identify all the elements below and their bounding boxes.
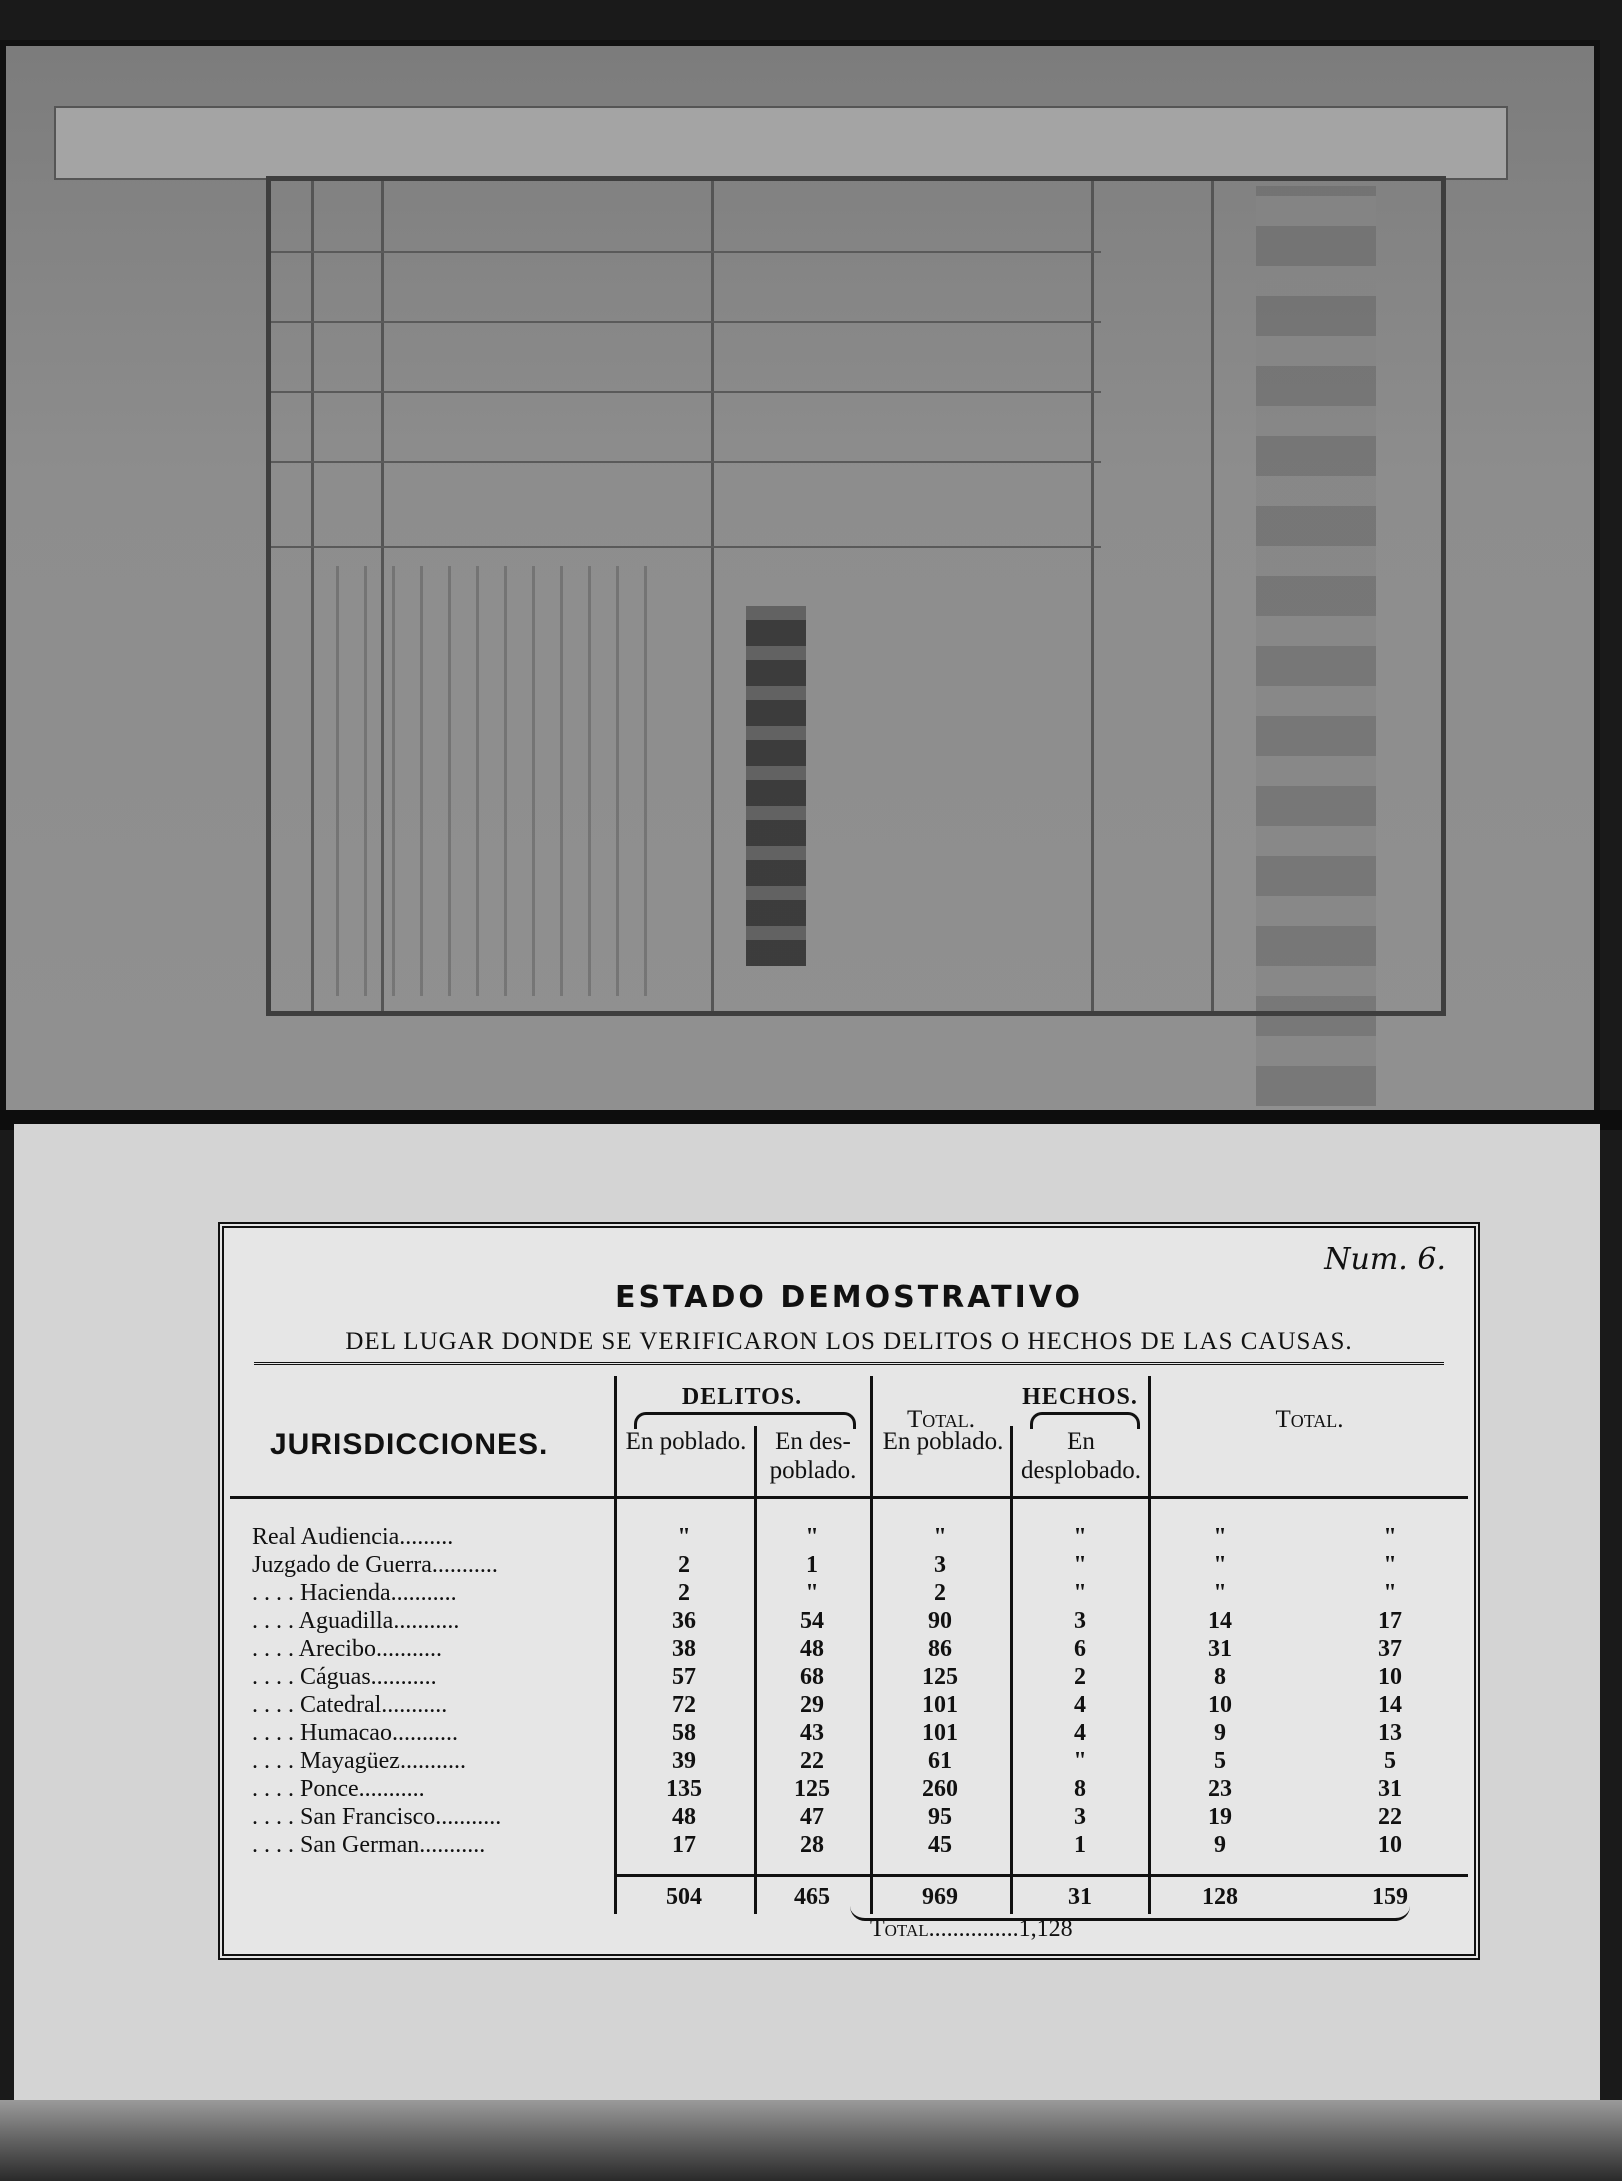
cell-hechos-poblado: " — [1073, 1552, 1087, 1578]
total-delitos: 969 — [922, 1884, 958, 1910]
header-hechos-total: Total. — [1275, 1406, 1344, 1433]
total-hechos-poblado: 31 — [1068, 1884, 1092, 1910]
header-delitos-total: Total. — [906, 1406, 976, 1433]
cell-delitos-total: 260 — [922, 1776, 958, 1802]
cell-delitos-total: 45 — [928, 1832, 952, 1858]
cell-hechos-desplobado: 19 — [1208, 1804, 1232, 1830]
row-jurisdiction: . . . . Humacao........... — [252, 1720, 458, 1746]
ghost-dotted-columns — [336, 566, 656, 996]
cell-hechos-desplobado: 9 — [1214, 1832, 1226, 1858]
cell-hechos-total: 37 — [1378, 1636, 1402, 1662]
cell-hechos-total: 5 — [1384, 1748, 1396, 1774]
cell-hechos-desplobado: " — [1213, 1524, 1227, 1550]
cell-delitos-despoblado: 43 — [800, 1720, 824, 1746]
header-rule — [230, 1496, 1468, 1499]
cell-hechos-total: 31 — [1378, 1776, 1402, 1802]
cell-delitos-poblado: 36 — [672, 1608, 696, 1634]
row-jurisdiction: . . . . San Francisco........... — [252, 1804, 502, 1830]
cell-hechos-total: 17 — [1378, 1608, 1402, 1634]
table-row — [230, 1776, 1468, 1804]
cell-hechos-desplobado: " — [1213, 1580, 1227, 1606]
cell-delitos-despoblado: 125 — [794, 1776, 830, 1802]
table-grid — [230, 1376, 1468, 1942]
total-hechos: 159 — [1372, 1884, 1408, 1910]
table-number: Num. 6. — [1324, 1242, 1446, 1277]
cell-hechos-poblado: 8 — [1074, 1776, 1086, 1802]
cell-delitos-poblado: 2 — [678, 1552, 690, 1578]
table-row — [230, 1748, 1468, 1776]
table-row — [230, 1524, 1468, 1552]
cell-delitos-total: 61 — [928, 1748, 952, 1774]
cell-delitos-total: 2 — [934, 1580, 946, 1606]
cell-delitos-poblado: 38 — [672, 1636, 696, 1662]
row-jurisdiction: . . . . Mayagüez........... — [252, 1748, 466, 1774]
ghost-stamp — [746, 606, 806, 966]
ghost-row-line — [271, 391, 1101, 393]
document-title: ESTADO DEMOSTRATIVO — [615, 1280, 1083, 1315]
cell-hechos-poblado: 2 — [1074, 1664, 1086, 1690]
cell-delitos-poblado: 72 — [672, 1692, 696, 1718]
table-row — [230, 1720, 1468, 1748]
table-row — [230, 1832, 1468, 1860]
total-delitos-poblado: 504 — [666, 1884, 702, 1910]
cell-delitos-despoblado: 1 — [806, 1552, 818, 1578]
table-row — [230, 1608, 1468, 1636]
cell-delitos-poblado: 2 — [678, 1580, 690, 1606]
table-row — [230, 1664, 1468, 1692]
table-row — [230, 1636, 1468, 1664]
row-jurisdiction: . . . . Hacienda........... — [252, 1580, 457, 1606]
cell-hechos-poblado: 1 — [1074, 1832, 1086, 1858]
total-hechos-desplobado: 128 — [1202, 1884, 1238, 1910]
cell-delitos-total: " — [933, 1524, 947, 1550]
cell-delitos-poblado: " — [677, 1524, 691, 1550]
cell-hechos-poblado: " — [1073, 1748, 1087, 1774]
cell-hechos-desplobado: 10 — [1208, 1692, 1232, 1718]
cell-hechos-desplobado: 5 — [1214, 1748, 1226, 1774]
cell-delitos-total: 90 — [928, 1608, 952, 1634]
ghost-row-line — [271, 546, 1101, 548]
cell-hechos-total: 10 — [1378, 1832, 1402, 1858]
cell-delitos-total: 95 — [928, 1804, 952, 1830]
cell-delitos-despoblado: 68 — [800, 1664, 824, 1690]
totals-rule — [614, 1874, 1468, 1877]
cell-hechos-desplobado: 14 — [1208, 1608, 1232, 1634]
total-delitos-despoblado: 465 — [794, 1884, 830, 1910]
cell-hechos-desplobado: " — [1213, 1552, 1227, 1578]
ghost-row-line — [271, 321, 1101, 323]
cell-delitos-poblado: 17 — [672, 1832, 696, 1858]
cell-hechos-desplobado: 31 — [1208, 1636, 1232, 1662]
ghost-column-line — [311, 181, 314, 1011]
table-row — [230, 1804, 1468, 1832]
hechos-brace — [1030, 1412, 1140, 1429]
header-delitos-en-poblado: En poblado. — [625, 1428, 747, 1455]
cell-delitos-despoblado: 29 — [800, 1692, 824, 1718]
row-jurisdiction: . . . . Aguadilla........... — [252, 1608, 460, 1634]
row-jurisdiction: . . . . Cáguas........... — [252, 1664, 437, 1690]
cell-hechos-total: " — [1383, 1580, 1397, 1606]
header-delitos-en-despoblado: En des- poblado. — [769, 1428, 857, 1484]
cell-delitos-despoblado: 54 — [800, 1608, 824, 1634]
cell-delitos-total: 101 — [922, 1692, 958, 1718]
cell-delitos-total: 86 — [928, 1636, 952, 1662]
page-bottom-edge — [0, 2100, 1622, 2181]
table-row — [230, 1692, 1468, 1720]
cell-hechos-poblado: " — [1073, 1524, 1087, 1550]
cell-delitos-despoblado: 48 — [800, 1636, 824, 1662]
cell-delitos-despoblado: " — [805, 1524, 819, 1550]
table-row — [230, 1580, 1468, 1608]
row-jurisdiction: . . . . Ponce........... — [252, 1776, 425, 1802]
cell-delitos-total: 3 — [934, 1552, 946, 1578]
cell-hechos-total: 22 — [1378, 1804, 1402, 1830]
ghost-column-line — [1091, 181, 1094, 1011]
cell-hechos-total: 14 — [1378, 1692, 1402, 1718]
cell-hechos-total: 13 — [1378, 1720, 1402, 1746]
previous-page-tab — [54, 106, 1508, 180]
cell-delitos-total: 101 — [922, 1720, 958, 1746]
header-delitos: DELITOS. — [681, 1384, 803, 1410]
ghost-row-line — [271, 461, 1101, 463]
row-jurisdiction: . . . . San German........... — [252, 1832, 486, 1858]
cell-delitos-poblado: 57 — [672, 1664, 696, 1690]
delitos-brace — [634, 1412, 856, 1429]
cell-hechos-poblado: 6 — [1074, 1636, 1086, 1662]
header-hechos-en-desplobado: En desplobado. — [1020, 1428, 1142, 1484]
cell-delitos-poblado: 48 — [672, 1804, 696, 1830]
row-jurisdiction: Real Audiencia......... — [252, 1524, 454, 1550]
cell-hechos-desplobado: 9 — [1214, 1720, 1226, 1746]
cell-hechos-poblado: 3 — [1074, 1804, 1086, 1830]
ghost-row-line — [271, 251, 1101, 253]
table-row — [230, 1552, 1468, 1580]
header-hechos: HECHOS. — [1022, 1384, 1138, 1410]
cell-delitos-poblado: 135 — [666, 1776, 702, 1802]
header-jurisdicciones: JURISDICCIONES. — [270, 1428, 549, 1461]
cell-hechos-poblado: " — [1073, 1580, 1087, 1606]
cell-delitos-despoblado: 47 — [800, 1804, 824, 1830]
cell-hechos-poblado: 4 — [1074, 1720, 1086, 1746]
estado-table — [218, 1222, 1480, 1960]
cell-hechos-desplobado: 8 — [1214, 1664, 1226, 1690]
header-hechos-en-poblado: En poblado. — [882, 1428, 1004, 1455]
cell-delitos-poblado: 58 — [672, 1720, 696, 1746]
row-jurisdiction: . . . . Catedral........... — [252, 1692, 448, 1718]
cell-delitos-despoblado: 28 — [800, 1832, 824, 1858]
ghost-column-line — [711, 181, 714, 1011]
previous-page-show-through — [0, 40, 1600, 1120]
grand-total: Total...............1,128 — [870, 1916, 1073, 1942]
cell-delitos-poblado: 39 — [672, 1748, 696, 1774]
document-subtitle: DEL LUGAR DONDE SE VERIFICARON LOS DELITOS O HECHOS DE LAS CAUSAS. — [254, 1328, 1444, 1365]
cell-delitos-total: 125 — [922, 1664, 958, 1690]
cell-hechos-total: " — [1383, 1552, 1397, 1578]
cell-hechos-total: " — [1383, 1524, 1397, 1550]
row-jurisdiction: . . . . Arecibo........... — [252, 1636, 442, 1662]
cell-hechos-desplobado: 23 — [1208, 1776, 1232, 1802]
cell-hechos-total: 10 — [1378, 1664, 1402, 1690]
row-jurisdiction: Juzgado de Guerra........... — [252, 1552, 498, 1578]
ghost-column-line — [1211, 181, 1214, 1011]
cell-delitos-despoblado: " — [805, 1580, 819, 1606]
cell-delitos-despoblado: 22 — [800, 1748, 824, 1774]
cell-hechos-poblado: 4 — [1074, 1692, 1086, 1718]
cell-hechos-poblado: 3 — [1074, 1608, 1086, 1634]
